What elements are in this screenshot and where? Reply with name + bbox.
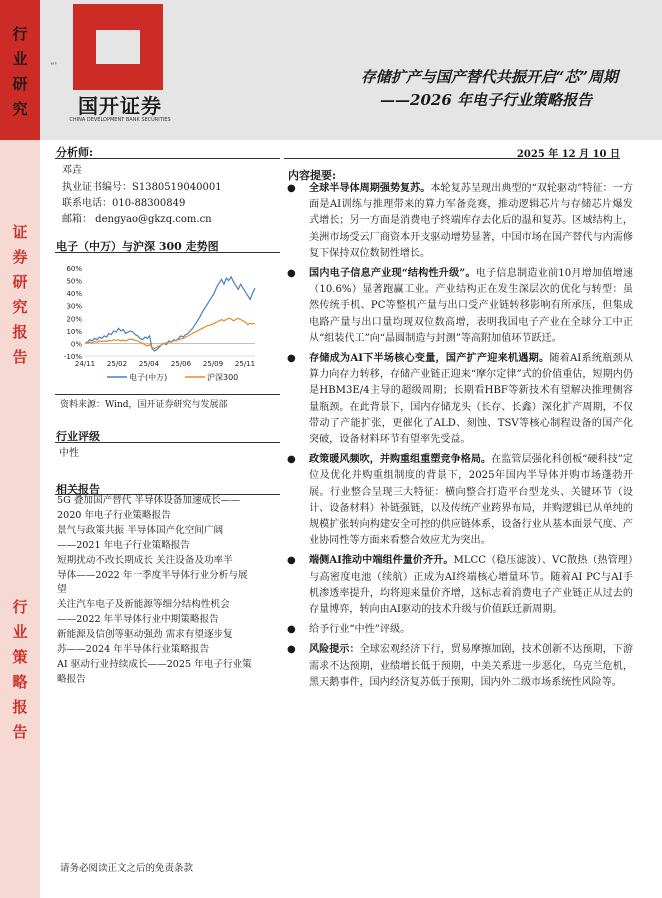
summary-item-body: 本轮复苏呈现出典型的“双轮驱动”特征：一方面是AI训练与推理带来的算力军备竞赛，推动逻辑芯片与存储芯片爆发式增长；另一方面是消费电子终端库存去化后的温和复苏。区域结构上，美洲市场受云厂商资本开支驱动增势显著，中国市场在国产替代与内需修复下保持双位数韧性增长。 [309, 183, 634, 259]
analyst-divider [55, 158, 280, 159]
sidebar-char: 究 [12, 100, 28, 118]
sidebar-char: 报 [12, 698, 28, 716]
report-subtitle: ——2026 年电子行业策略报告 [380, 91, 592, 109]
sidebar-char: 究 [12, 298, 28, 316]
summary-item-body: 电子信息制造业前10月增加值增速（10.6%）显著跑赢工业。产业结构正在发生深层次的优化与转型：虽然传统手机、PC等整机产量与出口受产业链转移影响有所承压，但集成电路产量与出口量均现双位数高增，表明我国电子产业在全球分工中正从“组装代工”向“晶圆制造与封测”等高附加值环节跃迁。 [309, 268, 633, 344]
sidebar-char: 告 [12, 348, 28, 366]
related-report-line: 略报告 [57, 673, 86, 685]
y-tick-label: 0% [70, 340, 82, 349]
chart-title: 电子（中万）与沪深 300 走势图 [56, 240, 219, 253]
summary-item-lead: 全球半导体周期强势复苏。 [309, 183, 431, 194]
sidebar-char: 研 [12, 75, 28, 93]
summary-item-lead: 存储成为AI下半场核心变量，国产扩产迎来机遇期。 [309, 353, 550, 365]
y-tick-label: 20% [66, 315, 82, 324]
logo-inner-square [96, 30, 140, 64]
summary-item-lead: 国内电子信息产业现“结构性升级”。 [309, 268, 476, 280]
chart-source: 资料来源：Wind，国开证券研究与发展部 [60, 400, 228, 410]
analyst-phone: 联系电话：010-88300849 [62, 198, 186, 209]
company-name: 国开证券 [78, 94, 162, 118]
summary-heading: 内容提要: [288, 169, 337, 182]
summary-list [287, 181, 633, 695]
sidebar-char: 行 [12, 25, 28, 43]
related-report-line: 苏——2024 年半导体行业策略报告 [57, 644, 210, 656]
rating-value: 中性 [59, 448, 79, 459]
summary-item-body: 随着AI系统瓶颈从算力向存力转移，存储产业链正迎来“摩尔定律”式的价值重估，短期内仍是HBM3E/4主导的超级周期；长期看HBF等新技术有望解决推理侧容量瓶颈。在此背景下，国内存储龙头（长存、长鑫）深化扩产周期，不仅带动了产能扩张，更催化了ALD、刻蚀、TSV等核心制程设备的国产化突破，设备材料环节有望率先受益。 [309, 353, 633, 446]
legend-label-electronic: 电子(中万) [129, 373, 168, 382]
summary-item-lead: 风险提示： [309, 644, 360, 656]
x-tick-label: 25/11 [234, 360, 256, 368]
sidebar-char: 研 [12, 273, 28, 291]
summary-item-body: 全球宏观经济下行，贸易摩擦加剧，技术创新不达预期，下游需求不达预期，业绩增长低于预期，中美关系进一步恶化，乌克兰危机，黑天鹅事件，国内经济复苏低于预期，国内外二级市场系统性风险等。 [309, 644, 634, 688]
sidebar-char: 略 [12, 673, 28, 691]
summary-item-body: MLCC（稳压滤波）、VC散热（热管理）与高密度电池（续航）正成为AI终端核心增量环节。随着AI PC与AI手机渗透率提升，均将迎来量价齐增，这标志着消费电子产业链正从过去的存量博弈，转向由AI驱动的技术升级与价值跃迁新周期。 [309, 555, 633, 616]
related-report-line: ——2021 年电子行业策略报告 [57, 539, 190, 551]
summary-item [287, 553, 633, 618]
x-tick-label: 25/04 [138, 360, 160, 368]
legend-label-hs300: 沪深300 [207, 373, 239, 382]
y-tick-label: 50% [66, 277, 82, 286]
summary-item [287, 452, 633, 549]
sidebar-char: 报 [12, 323, 28, 341]
sidebar-label-securities-report [0, 220, 40, 370]
summary-item [287, 622, 633, 638]
report-date: 2025 年 12 月 10 日 [516, 149, 620, 160]
x-tick-label: 24/11 [74, 360, 96, 368]
sidebar-char: 策 [12, 648, 28, 666]
x-tick-label: 25/06 [170, 360, 192, 368]
company-name-en: CHINA DEVELOPMENT BANK SECURITIES [69, 117, 171, 123]
x-tick-label: 25/02 [106, 360, 128, 368]
related-report-line: 5G 叠加国产替代 半导体设备加速成长—— [57, 495, 240, 506]
summary-item [287, 642, 633, 691]
series-line-hs300 [85, 318, 255, 348]
related-report-line: ——2022 年半导体行业中期策略报告 [57, 614, 219, 626]
y-tick-label: 60% [66, 265, 82, 273]
logo-mark: “' [50, 62, 58, 72]
sidebar-char: 告 [12, 723, 28, 741]
y-tick-label: -10% [63, 353, 82, 361]
related-report-line: 2020 年电子行业策略报告 [57, 509, 171, 521]
rating-heading: 行业评级 [56, 430, 100, 443]
analyst-cert: 执业证书编号：S1380519040001 [62, 182, 222, 193]
related-reports-list [57, 494, 279, 688]
related-report-line: 短期扰动不改长期成长 关注设备及功率半 [57, 554, 233, 566]
sidebar-label-strategy-report [0, 595, 40, 745]
date-divider [284, 158, 620, 159]
x-tick-label: 25/09 [202, 360, 224, 368]
sidebar-char: 行 [12, 598, 28, 616]
related-report-line: 景气与政策共振 半导体国产化空间广阔 [57, 524, 224, 536]
analyst-email: 邮箱： dengyao@gkzq.com.cn [62, 214, 212, 225]
chart-bottom-divider [55, 394, 280, 395]
related-report-line: 关注汽车电子及新能源等细分结构性机会 [57, 599, 230, 611]
sidebar-label-industry-research [0, 22, 40, 122]
chart-divider [55, 252, 280, 253]
summary-item-lead: 端侧AI推动中端组件量价齐升。 [309, 555, 454, 567]
analyst-heading: 分析师: [56, 146, 94, 159]
trend-chart [55, 256, 267, 396]
summary-item [287, 181, 633, 262]
report-title: 存储扩产与国产替代共振开启“芯”周期 [360, 68, 618, 86]
summary-item [287, 351, 633, 448]
y-tick-label: 30% [66, 302, 82, 311]
sidebar-char: 业 [12, 50, 28, 68]
y-tick-label: 40% [66, 290, 82, 299]
related-report-line: AI 驱动行业持续成长——2025 年电子行业策 [57, 658, 252, 670]
summary-item-body: 在监管层强化科创板“硬科技”定位及优化并购重组制度的背景下，2025年国内半导体并购市场蓬勃开展。行业整合呈现三大特征：横向整合打造平台型龙头、关键环节（设计、设备材料）补链强链，以及传统产业跨界布局，并购逻辑已从单纯的规模扩张转向构建安全可控的供应链体系，设备行业从基本面景气度、产业协同性等方面来看整合效应尤为突出。 [309, 454, 633, 547]
disclaimer-note: 请务必阅读正文之后的免责条款 [60, 863, 194, 874]
summary-item [287, 266, 633, 347]
rating-divider [55, 442, 280, 443]
analyst-name: 邓垚 [62, 165, 82, 176]
summary-item-body: 给予行业“中性”评级。 [309, 624, 411, 636]
related-report-line: 新能源及信创等驱动强劲 需求有望逐步复 [57, 629, 233, 641]
related-report-line: 导体——2022 年一季度半导体行业分析与展 [57, 569, 248, 581]
y-tick-label: 10% [66, 327, 82, 336]
summary-item-lead: 政策暖风频吹，并购重组重塑竞争格局。 [309, 454, 492, 466]
sidebar-char: 证 [12, 223, 28, 241]
related-heading: 相关报告 [56, 483, 100, 496]
series-line-electronic [85, 277, 255, 351]
sidebar-char: 业 [12, 623, 28, 641]
related-report-line: 望 [57, 584, 67, 596]
sidebar-char: 券 [12, 248, 28, 266]
